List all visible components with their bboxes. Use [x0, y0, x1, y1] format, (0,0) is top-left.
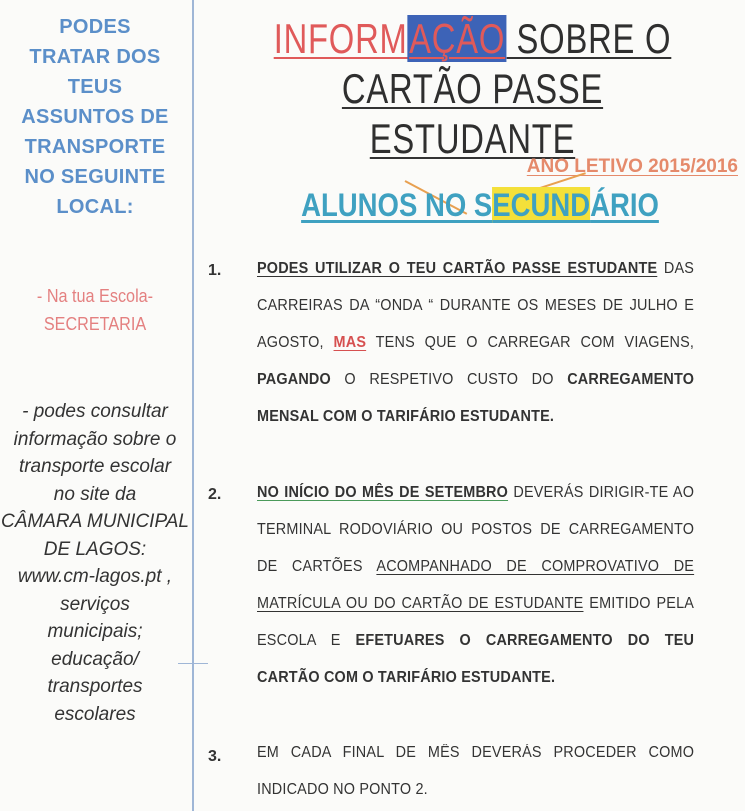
subtitle-part-highlight: ECUND: [492, 187, 591, 223]
item-number: 1.: [208, 262, 222, 279]
sidebar-heading-line: LOCAL:: [56, 196, 134, 218]
item-emphasis: CARREGAMENTO MENSAL COM O TARIFÁRIO ESTUDANTE.: [257, 371, 695, 425]
subtitle-part-1: ALUNOS NO S: [301, 187, 493, 223]
divider-tick: [178, 663, 208, 664]
sidebar-heading-line: PODES: [59, 16, 131, 38]
sidebar-place-line: - Na tua Escola-: [36, 286, 154, 306]
item-text: EM CADA FINAL DE MÊS DEVERÁS PROCEDER COMO INDICADO NO PONTO 2.: [257, 744, 695, 798]
item-emphasis: EFETUARES O CARREGAMENTO DO TEU CARTÃO COM O TARIFÁRIO ESTUDANTE.: [257, 632, 695, 686]
sidebar: [0, 0, 190, 811]
sidebar-heading-line: TRANSPORTE: [24, 136, 166, 158]
sidebar-heading-line: NO SEGUINTE: [24, 166, 166, 188]
sidebar-place-line: SECRETARIA: [43, 314, 147, 334]
list-item: [257, 734, 694, 808]
list-item: [257, 250, 694, 435]
sidebar-info-line: - podes consultar: [22, 401, 168, 422]
sidebar-info-url: www.cm-lagos.pt ,: [17, 566, 173, 587]
subtitle: [269, 187, 690, 224]
item-text: O RESPETIVO CUSTO DO: [330, 371, 568, 388]
item-emphasis: NO INÍCIO DO MÊS DE SETEMBRO: [257, 484, 509, 501]
title-part-3: SOBRE O: [506, 15, 672, 62]
column-divider: [192, 0, 194, 811]
subtitle-part-3: ÁRIO: [590, 187, 659, 223]
sidebar-info: [0, 398, 190, 728]
item-text: EMITIDO PELA ESCOLA E: [257, 595, 695, 649]
item-emphasis: PODES UTILIZAR O TEU CARTÃO PASSE ESTUDANTE: [257, 260, 658, 277]
item-number: 2.: [208, 486, 222, 503]
sidebar-heading-line: ASSUNTOS DE: [21, 106, 169, 128]
sidebar-heading-line: TRATAR DOS: [29, 46, 161, 68]
sidebar-info-line: educação/: [51, 648, 139, 670]
item-number: 3.: [208, 748, 222, 765]
item-text: DAS CARREIRAS DA “ONDA “ DURANTE OS MESES DE JULHO E AGOSTO,: [257, 260, 695, 351]
sidebar-info-line: escolares: [54, 703, 136, 725]
item-text: TENS QUE O CARREGAR COM VIAGENS,: [366, 334, 695, 351]
title-part-highlight: AÇÃO: [409, 15, 506, 62]
title-line-2: CARTÃO PASSE ESTUDANTE: [341, 65, 604, 162]
item-emphasis-red: MAS: [333, 334, 367, 351]
sidebar-heading: [0, 12, 190, 222]
item-underlined: ACOMPANHADO DE COMPROVATIVO DE MATRÍCULA OU DO CARTÃO DE ESTUDANTE: [257, 558, 695, 612]
school-year: ANO LETIVO 2015/2016: [526, 156, 738, 177]
sidebar-info-line: informação sobre o: [13, 428, 177, 450]
item-text: DEVERÁS DIRIGIR-TE AO TERMINAL RODOVIÁRIO OU POSTOS DE CARREGAMENTO DE CARTÕES: [257, 484, 695, 575]
sidebar-info-line: CÂMARA MUNICIPAL: [1, 511, 189, 532]
list-item: [257, 474, 694, 696]
sidebar-info-line: serviços: [60, 593, 130, 615]
sidebar-info-line: municipais;: [47, 621, 143, 642]
sidebar-info-line: transporte escolar: [18, 456, 172, 477]
sidebar-info-line: DE LAGOS:: [43, 538, 147, 560]
sidebar-place: [10, 282, 181, 338]
item-emphasis: PAGANDO: [257, 371, 331, 388]
sidebar-info-line: transportes: [47, 676, 143, 697]
sidebar-info-line: no site da: [53, 483, 137, 505]
sidebar-heading-line: TEUS: [67, 76, 123, 98]
page-title: [260, 14, 685, 164]
title-part-1: INFORM: [273, 15, 408, 62]
